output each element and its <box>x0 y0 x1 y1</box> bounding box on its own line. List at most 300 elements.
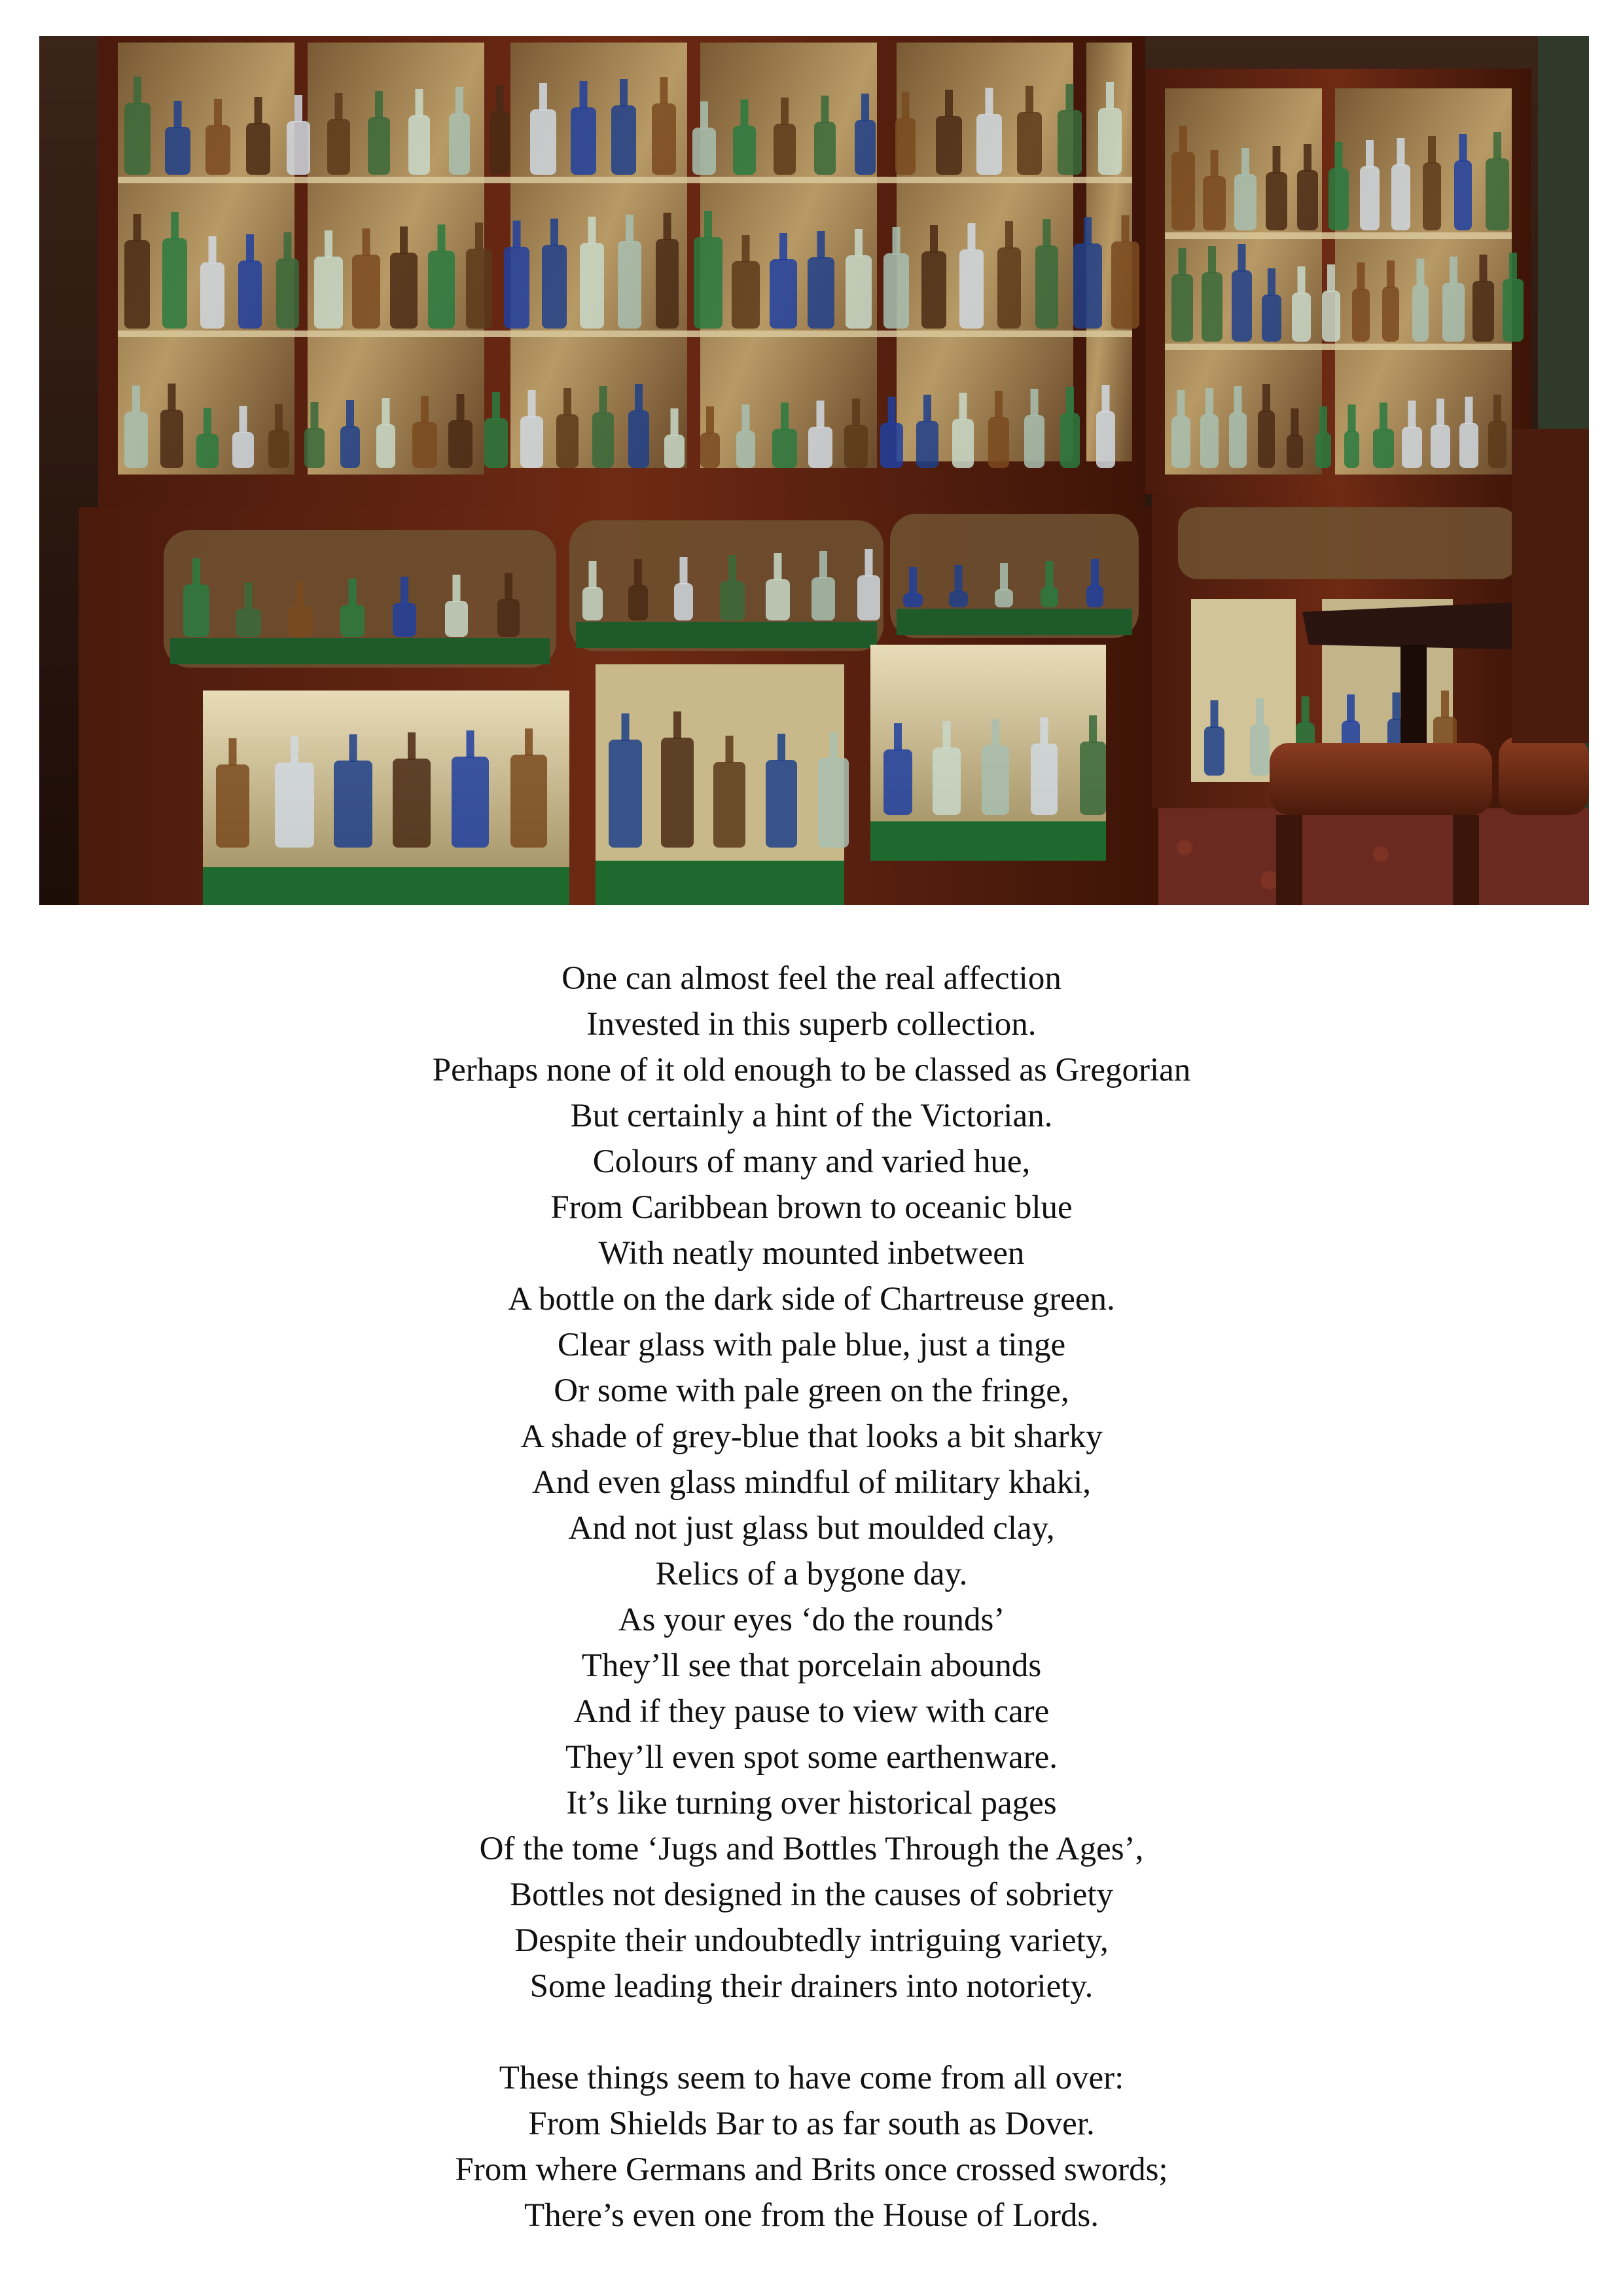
bottle-neck <box>401 577 408 604</box>
bottle-neck <box>1493 395 1501 422</box>
bottle-neck <box>742 235 750 262</box>
bottle <box>609 740 642 848</box>
bottle <box>857 575 880 620</box>
bottle-neck <box>550 219 558 246</box>
bottle-neck <box>311 402 319 429</box>
bottle <box>334 761 372 848</box>
bottle <box>556 414 579 468</box>
bottle <box>340 426 360 468</box>
bottle-neck <box>245 583 253 610</box>
bottle <box>976 114 1002 175</box>
bottle <box>880 423 903 468</box>
bottle <box>428 251 455 329</box>
bottle-neck <box>1084 217 1092 245</box>
bottle-neck <box>1066 387 1074 414</box>
bottle <box>1060 413 1080 468</box>
bottle <box>732 261 760 329</box>
bottle <box>304 428 325 468</box>
bottle <box>448 420 473 468</box>
bottle <box>952 419 974 468</box>
bottle-neck <box>781 403 789 430</box>
bottle-neck <box>1335 142 1343 170</box>
poem-line: And not just glass but moulded clay, <box>568 1510 1055 1547</box>
bottle-neck <box>634 559 642 586</box>
bottle <box>160 410 183 468</box>
bottle <box>1402 427 1422 468</box>
bottle-neck <box>902 92 910 119</box>
bottle-neck <box>296 581 304 608</box>
bottle-neck <box>1262 384 1270 412</box>
bottle-neck <box>1241 148 1249 175</box>
bottle-neck <box>132 386 140 413</box>
poem-line: Of the tome ‘Jugs and Bottles Through the Ages’, <box>479 1831 1144 1867</box>
bottle-neck <box>888 397 896 424</box>
bottle <box>652 103 676 175</box>
bottle-neck <box>774 553 782 581</box>
poem <box>0 956 1623 2238</box>
bottle-neck <box>375 91 383 118</box>
bottle <box>124 103 151 175</box>
poem-stanza-2 <box>0 2055 1623 2238</box>
bottle <box>393 759 431 848</box>
bottle-neck <box>467 730 474 758</box>
bottle <box>1031 744 1058 815</box>
bottle <box>936 116 962 175</box>
bottle <box>1086 585 1103 607</box>
poem-line: Colours of many and varied hue, <box>592 1143 1031 1180</box>
bottle-neck <box>673 711 681 739</box>
bottle <box>1111 242 1139 329</box>
bottle <box>445 601 468 637</box>
bottle-neck <box>204 408 211 435</box>
bottle-neck <box>1211 700 1219 728</box>
bottle <box>232 432 254 468</box>
poem-line: It’s like turning over historical pages <box>566 1785 1057 1821</box>
bottle-neck <box>171 212 179 240</box>
bottle-neck <box>1256 698 1264 726</box>
bottle <box>484 418 508 468</box>
bottle-neck <box>563 388 571 416</box>
bottle <box>1202 272 1222 342</box>
bottle-neck <box>168 384 176 411</box>
bottle <box>1204 726 1224 776</box>
bottle <box>1250 725 1270 776</box>
bottle-neck <box>893 227 901 255</box>
bottle <box>183 584 209 637</box>
poem-line: There’s even one from the House of Lords. <box>524 2197 1099 2234</box>
bottle-neck <box>1091 559 1099 586</box>
bottle <box>1262 295 1281 342</box>
poem-line: With neatly mounted inbetween <box>598 1235 1025 1272</box>
poem-line: One can almost feel the real affection <box>562 960 1061 997</box>
bottle-neck <box>363 228 370 256</box>
bottle <box>238 260 262 329</box>
bottle <box>774 124 796 175</box>
poem-line: As your eyes ‘do the rounds’ <box>618 1602 1005 1638</box>
bottle <box>959 249 984 329</box>
bottle-neck <box>622 713 630 741</box>
bottle <box>844 425 868 468</box>
bottle-neck <box>457 394 465 422</box>
bottle <box>162 238 187 329</box>
poem-line: Some leading their drainers into notoriety. <box>529 1968 1094 2005</box>
bottle-neck <box>1366 140 1374 168</box>
bottle-neck <box>335 93 343 120</box>
bottle-neck <box>1043 219 1051 247</box>
bottle <box>340 605 365 637</box>
bottle <box>995 589 1013 607</box>
bottle <box>1058 110 1082 175</box>
bottle-neck <box>1041 717 1048 745</box>
bottle-neck <box>955 565 963 592</box>
bottle <box>497 599 520 637</box>
bottle-neck <box>1441 691 1449 718</box>
bottle <box>903 593 923 607</box>
bottle-neck <box>1234 386 1242 414</box>
bottle-neck <box>930 225 938 253</box>
bottle-neck <box>382 398 390 425</box>
bottle-neck <box>1089 715 1097 743</box>
bottle <box>808 257 834 329</box>
bottle <box>1096 411 1115 468</box>
bottle-neck <box>1357 262 1365 290</box>
bottle-neck <box>408 732 416 760</box>
bottle <box>268 430 289 468</box>
bottle <box>656 239 679 329</box>
bottle <box>1292 293 1311 342</box>
bottle-neck <box>779 233 787 260</box>
poem-stanza-1 <box>0 956 1623 2009</box>
bottle <box>1017 112 1042 175</box>
bottle-neck <box>620 79 628 107</box>
bottle-neck <box>700 101 708 129</box>
bottle <box>664 435 685 468</box>
bottle <box>1503 279 1524 342</box>
bottle-neck <box>660 77 668 105</box>
bottle <box>1373 429 1394 468</box>
bottle <box>580 243 604 329</box>
bottle <box>1472 281 1494 342</box>
bottle <box>1352 289 1370 342</box>
bottle <box>520 416 543 468</box>
bottle <box>1454 160 1472 230</box>
bottle <box>196 434 219 468</box>
bottle-neck <box>635 384 643 412</box>
bottle-neck <box>528 390 536 418</box>
bottle <box>674 583 693 620</box>
bottle-neck <box>923 395 931 422</box>
bottle <box>611 105 636 175</box>
bottle-neck <box>855 229 863 257</box>
bottle-neck <box>1302 696 1310 724</box>
bottle-neck <box>255 97 262 124</box>
bottle-neck <box>134 214 141 242</box>
bottle-neck <box>1298 266 1306 294</box>
bottle <box>124 412 148 468</box>
bottle <box>1035 245 1058 329</box>
bottle <box>368 117 390 175</box>
bottle-neck <box>865 549 873 577</box>
bottle <box>592 412 614 468</box>
bottle <box>236 609 261 637</box>
bottle-neck <box>1102 385 1110 412</box>
bottle <box>1315 433 1331 468</box>
bottle-neck <box>1005 221 1013 249</box>
bottle <box>327 119 350 175</box>
bottle <box>571 107 596 175</box>
bottle-neck <box>599 386 607 414</box>
bottle <box>390 253 418 329</box>
bottle-neck <box>505 573 512 600</box>
bottle <box>1234 174 1257 230</box>
bottle-neck <box>1046 561 1054 588</box>
bottle-neck <box>726 736 734 763</box>
bottle-neck <box>1380 403 1387 430</box>
bottle-neck <box>1417 259 1425 286</box>
bottle <box>1486 158 1509 230</box>
bottle-neck <box>1208 246 1216 274</box>
bottle-neck <box>1327 264 1335 292</box>
bottle-neck <box>1268 268 1275 296</box>
bottle-neck <box>909 567 917 594</box>
poem-line: A shade of grey-blue that looks a bit sharky <box>520 1418 1103 1455</box>
bottle <box>205 125 230 175</box>
poem-line: Despite their undoubtedly intriguing variety, <box>514 1922 1109 1959</box>
bottle-neck <box>400 226 408 254</box>
bottle-neck <box>664 213 671 240</box>
bottle-neck <box>1291 408 1299 436</box>
poem-line: They’ll see that porcelain abounds <box>581 1647 1042 1684</box>
bottle <box>694 237 722 329</box>
cabinet-photo <box>39 36 1589 905</box>
bottle-neck <box>1179 248 1186 276</box>
bottle <box>997 247 1021 329</box>
bottle <box>618 241 641 329</box>
bottle-neck <box>1480 255 1488 282</box>
bottle-neck <box>817 401 825 428</box>
bottle <box>812 577 835 620</box>
poem-line: These things seem to have come from all over: <box>499 2060 1124 2096</box>
bottle <box>275 762 314 848</box>
bottle-neck <box>821 96 829 123</box>
bottle <box>1200 414 1219 468</box>
bottle <box>1391 164 1410 230</box>
poem-line: Clear glass with pale blue, just a tinge <box>557 1327 1066 1363</box>
bottle-neck <box>240 406 247 433</box>
poem-line: Or some with pale green on the fringe, <box>554 1372 1069 1409</box>
bottle-neck <box>589 561 597 588</box>
bottle <box>1171 416 1190 468</box>
bottle-neck <box>704 211 712 238</box>
bottle <box>1488 421 1507 468</box>
poem-line: From Caribbean brown to oceanic blue <box>550 1189 1073 1226</box>
bottle-neck <box>741 99 749 127</box>
bottle <box>846 255 872 329</box>
bottle-neck <box>325 230 332 258</box>
bottle-neck <box>817 231 825 259</box>
bottle <box>288 607 313 637</box>
bottle-neck <box>246 234 254 262</box>
bottle <box>1322 291 1340 342</box>
bottle-neck <box>1393 692 1400 720</box>
bottle-neck <box>830 732 838 759</box>
bottle-neck <box>496 85 504 113</box>
bottle <box>720 581 745 620</box>
bottle <box>628 585 648 620</box>
bottle-neck <box>742 404 750 432</box>
poem-line: From where Germans and Brits once crossed swords; <box>455 2151 1168 2188</box>
bottle-neck <box>229 738 237 766</box>
bottle-neck <box>1347 694 1355 722</box>
bottle <box>855 120 876 175</box>
bottle <box>124 240 150 329</box>
bottle-neck <box>861 94 869 121</box>
bottle <box>916 421 938 468</box>
poem-line: And if they pause to view with care <box>573 1693 1050 1730</box>
bottle <box>628 410 649 468</box>
bottle <box>1098 108 1122 175</box>
bottle-neck <box>1205 388 1213 416</box>
bottle <box>700 433 720 468</box>
bottle-neck <box>781 98 789 125</box>
bottle-neck <box>1211 150 1219 177</box>
poem-line: But certainly a hint of the Victorian. <box>570 1098 1053 1134</box>
bottle <box>713 762 745 848</box>
poem-line: They’ll even spot some earthenware. <box>565 1739 1058 1776</box>
bottle <box>814 122 836 175</box>
bottle-neck <box>1238 244 1246 272</box>
bottle <box>449 113 470 175</box>
poem-line: From Shields Bar to as far south as Dover. <box>528 2106 1095 2142</box>
bottle-neck <box>294 95 302 122</box>
bottle-neck <box>626 215 633 242</box>
bottle <box>504 247 529 329</box>
bottle-neck <box>1177 390 1185 418</box>
bottle-neck <box>346 400 354 427</box>
bottle <box>766 760 797 848</box>
bottle <box>542 245 567 329</box>
bottle-neck <box>1397 138 1405 166</box>
bottle <box>1431 425 1450 468</box>
bottle <box>466 249 492 329</box>
bottle <box>1412 285 1429 342</box>
bottle <box>988 417 1009 468</box>
bottle-neck <box>1066 84 1074 111</box>
bottle-neck <box>1000 563 1008 590</box>
bottle <box>452 757 489 848</box>
bottle-neck <box>134 77 141 104</box>
bottle-neck <box>1450 257 1457 284</box>
bottle-neck <box>438 224 446 252</box>
bottle <box>490 111 510 175</box>
bottle-neck <box>1304 144 1311 171</box>
bottle-neck <box>588 217 596 244</box>
bottle <box>933 747 961 815</box>
bottle-neck <box>852 399 860 426</box>
bottle <box>1080 742 1106 815</box>
bottle <box>1203 176 1226 230</box>
bottle-neck <box>174 101 182 128</box>
bottle-neck <box>995 391 1003 418</box>
bottle <box>1297 170 1318 230</box>
bottle-neck <box>777 734 785 761</box>
bottle <box>165 127 190 175</box>
bottle-neck <box>1387 260 1395 288</box>
bottle <box>1382 287 1399 342</box>
poem-line: A bottle on the dark side of Chartreuse green. <box>508 1281 1115 1318</box>
bottle <box>982 745 1009 815</box>
bottle-neck <box>209 236 217 264</box>
bottle-neck <box>284 232 292 260</box>
bottle <box>772 429 797 468</box>
bottle-neck <box>1348 404 1356 432</box>
bottle-neck <box>1319 406 1327 434</box>
bottle-neck <box>991 719 999 747</box>
bottle <box>287 121 310 175</box>
bottle <box>1287 435 1303 468</box>
bottle-neck <box>1408 401 1416 428</box>
bottle-neck <box>475 223 483 250</box>
bottle-neck <box>1436 399 1444 426</box>
bottle <box>246 123 270 175</box>
bottle-neck <box>706 406 714 434</box>
bottle-neck <box>894 723 902 751</box>
bottle <box>1360 166 1380 230</box>
bottle-neck <box>968 223 976 251</box>
bottle-neck <box>275 404 283 431</box>
bottle-neck <box>728 555 736 583</box>
bottle <box>766 579 790 620</box>
bottle-neck <box>1509 253 1517 280</box>
bottle <box>1171 152 1195 230</box>
bottle <box>770 259 797 329</box>
bottle <box>1344 431 1359 468</box>
poem-line: Relics of a bygone day. <box>655 1556 968 1592</box>
bottle <box>200 262 224 329</box>
bottle <box>733 126 756 175</box>
bottle <box>530 109 556 175</box>
bottle-neck <box>986 88 993 115</box>
bottle-neck <box>192 558 200 586</box>
bottle-neck <box>1031 389 1039 416</box>
bottle-neck <box>1465 397 1473 424</box>
poem-line: Invested in this superb collection. <box>586 1006 1037 1043</box>
bottle <box>1171 274 1193 342</box>
bottle <box>1258 410 1275 468</box>
cabinet-illustration <box>39 36 1589 905</box>
bottle-neck <box>291 736 298 764</box>
bottle-neck <box>1493 132 1501 160</box>
bottle-neck <box>1026 86 1033 113</box>
bottle <box>895 118 916 175</box>
bottle <box>1266 172 1287 230</box>
bottle <box>376 424 395 468</box>
bottle <box>949 591 968 607</box>
bottle <box>818 758 849 848</box>
bottle-neck <box>1459 134 1467 162</box>
bottle <box>582 587 603 620</box>
bottle <box>216 764 249 848</box>
bottle <box>661 738 694 848</box>
poem-line: Bottles not designed in the causes of sobriety <box>509 1876 1114 1913</box>
bottle-neck <box>671 408 679 436</box>
bottle-neck <box>1273 146 1281 173</box>
bottle-neck <box>539 83 547 111</box>
bottle-neck <box>1179 126 1187 153</box>
bottle <box>883 253 909 329</box>
bottle-neck <box>214 99 222 126</box>
bottle <box>276 259 299 329</box>
